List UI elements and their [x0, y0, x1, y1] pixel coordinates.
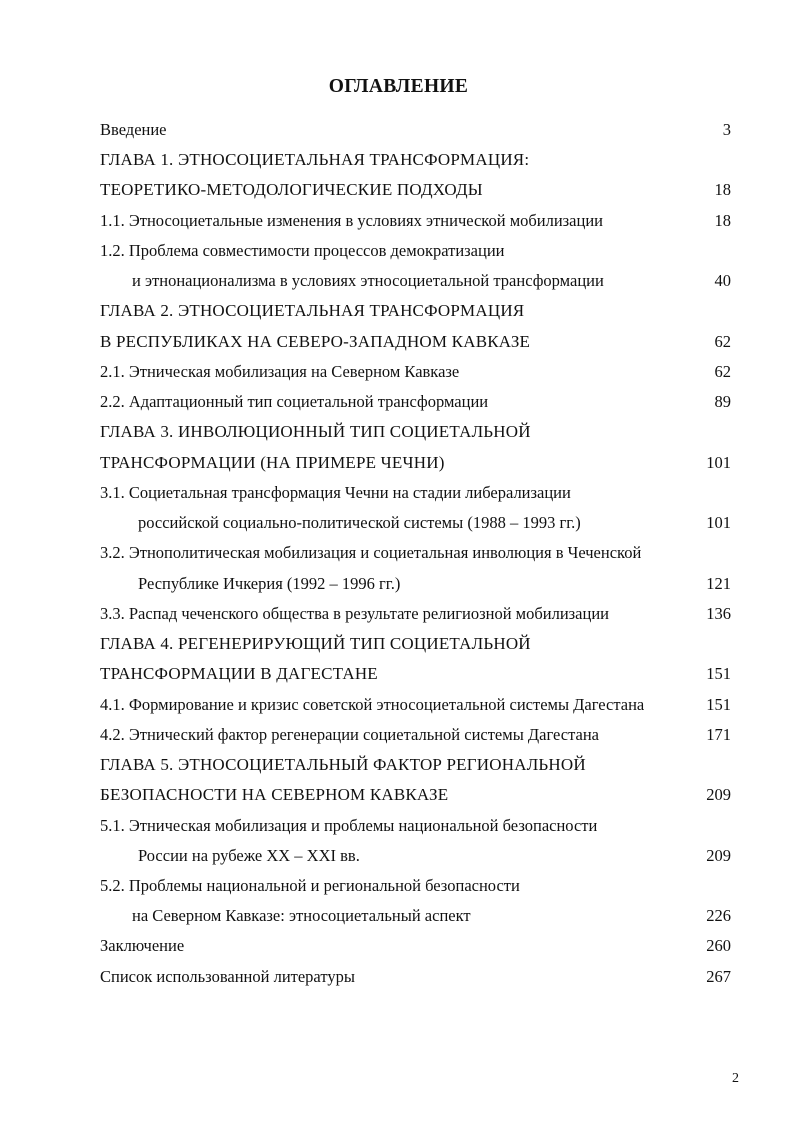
page-number: 2 — [732, 1071, 739, 1086]
toc-section-5-1: 5.1. Этническая мобилизация и проблемы национальной безопасности — [100, 816, 598, 835]
toc-chapter-1-heading: ГЛАВА 1. ЭТНОСОЦИЕТАЛЬНАЯ ТРАНСФОРМАЦИЯ: — [100, 150, 530, 169]
toc-chapter-2-heading-cont: В РЕСПУБЛИКАХ НА СЕВЕРО-ЗАПАДНОМ КАВКАЗЕ — [100, 332, 531, 351]
page-title: ОГЛАВЛЕНИЕ — [328, 76, 469, 97]
toc-chapter-5-heading: ГЛАВА 5. ЭТНОСОЦИЕТАЛЬНЫЙ ФАКТОР РЕГИОНАЛЬНОЙ — [100, 755, 586, 774]
toc-section-1-2: 1.2. Проблема совместимости процессов демократизации — [100, 241, 505, 260]
toc-entry-introduction: Введение — [100, 120, 167, 139]
toc-page-section-5-2: 226 — [706, 906, 731, 925]
toc-page-chapter-2: 62 — [714, 332, 731, 351]
toc-page-chapter-4: 151 — [706, 664, 731, 683]
toc-page-section-1-1: 18 — [714, 211, 731, 230]
toc-entry-bibliography: Список использованной литературы — [100, 967, 355, 986]
toc-chapter-5-heading-cont: БЕЗОПАСНОСТИ НА СЕВЕРНОМ КАВКАЗЕ — [100, 785, 449, 804]
toc-section-2-2: 2.2. Адаптационный тип социетальной трансформации — [100, 392, 489, 411]
toc-section-3-3: 3.3. Распад чеченского общества в результате религиозной мобилизации — [100, 604, 609, 623]
toc-page-chapter-3: 101 — [706, 453, 731, 472]
toc-page-section-2-2: 89 — [714, 392, 731, 411]
toc-chapter-4-heading-cont: ТРАНСФОРМАЦИИ В ДАГЕСТАНЕ — [100, 664, 378, 683]
toc-page-chapter-5: 209 — [706, 785, 731, 804]
toc-section-5-2-cont: на Северном Кавказе: этносоциетальный аспект — [132, 906, 471, 925]
toc-page-section-3-2: 121 — [706, 574, 731, 593]
toc-page-chapter-1: 18 — [714, 180, 731, 199]
toc-page-conclusion: 260 — [706, 936, 731, 955]
toc-page-introduction: 3 — [722, 120, 731, 139]
toc-page-section-5-1: 209 — [706, 846, 731, 865]
toc-section-3-1: 3.1. Социетальная трансформация Чечни на стадии либерализации — [100, 483, 571, 502]
toc-section-1-2-cont: и этнонационализма в условиях этносоциетальной трансформации — [132, 271, 604, 290]
toc-chapter-3-heading-cont: ТРАНСФОРМАЦИИ (НА ПРИМЕРЕ ЧЕЧНИ) — [100, 453, 445, 472]
toc-section-4-2: 4.2. Этнический фактор регенерации социетальной системы Дагестана — [100, 725, 599, 744]
toc-section-3-2: 3.2. Этнополитическая мобилизация и социетальная инволюция в Чеченской — [100, 543, 642, 562]
toc-page-section-2-1: 62 — [714, 362, 731, 381]
toc-page-section-3-3: 136 — [706, 604, 731, 623]
toc-entry-conclusion: Заключение — [100, 936, 185, 955]
toc-page-section-3-1: 101 — [706, 513, 731, 532]
toc-page-section-4-2: 171 — [706, 725, 731, 744]
toc-section-3-2-cont: Республике Ичкерия (1992 – 1996 гг.) — [138, 574, 401, 593]
toc-page-bibliography: 267 — [706, 967, 731, 986]
toc-page-section-1-2: 40 — [714, 271, 731, 290]
toc-chapter-4-heading: ГЛАВА 4. РЕГЕНЕРИРУЮЩИЙ ТИП СОЦИЕТАЛЬНОЙ — [100, 634, 531, 653]
toc-section-3-1-cont: российской социально-политической системы (1988 – 1993 гг.) — [138, 513, 581, 532]
toc-section-5-1-cont: России на рубеже XX – XXI вв. — [138, 846, 360, 865]
toc-section-2-1: 2.1. Этническая мобилизация на Северном Кавказе — [100, 362, 460, 381]
toc-section-5-2: 5.2. Проблемы национальной и региональной безопасности — [100, 876, 520, 895]
toc-chapter-2-heading: ГЛАВА 2. ЭТНОСОЦИЕТАЛЬНАЯ ТРАНСФОРМАЦИЯ — [100, 301, 525, 320]
toc-section-1-1: 1.1. Этносоциетальные изменения в условиях этнической мобилизации — [100, 211, 604, 230]
toc-section-4-1: 4.1. Формирование и кризис советской этносоциетальной системы Дагестана — [100, 695, 645, 714]
toc-chapter-1-heading-cont: ТЕОРЕТИКО-МЕТОДОЛОГИЧЕСКИЕ ПОДХОДЫ — [100, 180, 483, 199]
toc-page-section-4-1: 151 — [706, 695, 731, 714]
toc-chapter-3-heading: ГЛАВА 3. ИНВОЛЮЦИОННЫЙ ТИП СОЦИЕТАЛЬНОЙ — [100, 422, 531, 441]
